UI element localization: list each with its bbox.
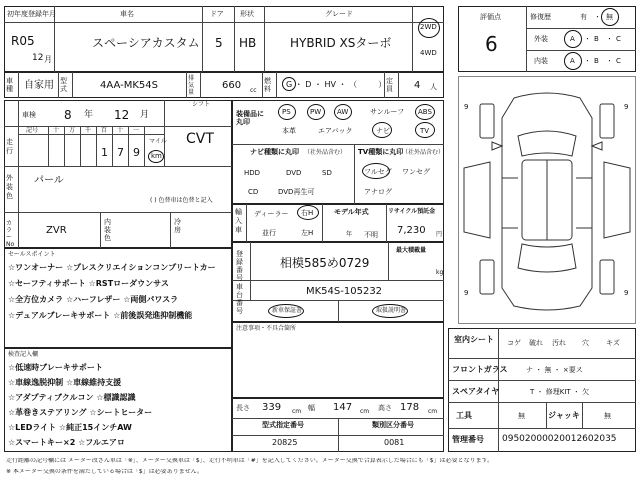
control-value: 09502000020012602035 [502,434,617,444]
notes-label: 注意事項・不具合箇所 [236,325,297,332]
height-value: 178 [400,402,420,413]
nav-sd: SD [322,169,332,177]
nav-cd: CD [248,188,259,196]
interior-label: 内装 [534,57,548,65]
interior-opt: C [616,57,621,65]
sales-line: ☆全方位カメラ ☆ハーフレザー ☆両側パワスラ [8,295,179,304]
drive-4wd: 4WD [420,49,437,57]
door-value: 5 [215,36,223,50]
kind-label: 車種 [6,77,13,93]
displacement-unit: cc [250,87,257,94]
interior-opt: ・ [606,57,613,65]
car-outline-diagram [460,78,634,322]
seat-item: コゲ [507,339,521,347]
nav-hdd: HDD [244,169,261,177]
kind-value: 自家用 [24,80,54,91]
mileage-digit: 9 [133,146,140,159]
tv-fullseg: フルセグ [364,168,392,176]
exterior-opt: B [594,35,599,43]
length-value: 339 [262,402,282,413]
category-label: 類別区分番号 [372,421,414,429]
sales-label: セールスポイント [8,251,56,258]
height-label: 高さ [378,404,392,412]
color-no-label: カラーNo [6,220,15,248]
shift-label: シフト [192,101,211,108]
model-year-unknown: 不明 [364,231,378,239]
width-value: 147 [333,402,353,413]
inspection-notes-label: 検査記入欄 [8,351,39,358]
nav-label: ナビ種類に丸印 [250,148,299,156]
tv-analog: アナログ [364,188,392,196]
plate-label: 登録番号 [236,250,243,282]
fuel-value: G ・ D ・ HV ・ （ ） [286,80,387,89]
capacity-unit: 人 [430,83,437,91]
interior-opt: A [570,57,575,65]
width-label: 幅 [308,404,315,412]
cooling-label: 冷房 [174,218,181,234]
car-name-value: スペーシアカスタム [92,36,200,50]
exterior-label: 外装 [534,35,548,43]
tv-label: TV種類に丸印 [358,148,404,156]
drive-2wd: 2WD [420,23,437,31]
digit-header: 十 [53,127,60,134]
length-label: 長さ [236,404,250,412]
mileage-digit: 7 [117,146,124,159]
grade-value: HYBRID XSターボ [290,36,392,50]
equip-tv: TV [420,127,430,135]
reg-month-unit: 月 [44,55,52,64]
sales-line: ☆ワンオーナー ☆プレスクリエイションコンプリートカー [8,263,216,272]
manual: 取扱説明書 [376,307,407,314]
model-year-label: モデル年式 [334,208,369,216]
equipment-label: 装備品に丸印 [236,110,264,126]
mileage-unit-mile: マイル [149,138,167,145]
displacement-label: 排気量 [188,75,195,96]
category-value: 0081 [384,438,405,447]
nav-dvd: DVD [286,169,302,177]
color-value: パール [34,175,64,186]
inspection-month-unit: 月 [140,110,150,120]
color-no-value: ZVR [46,225,67,236]
digit-header: 一 [133,127,140,134]
seat-item: 穴 [582,339,589,347]
reg-year-label: 初年度登録年月 [7,10,56,18]
seat-mark: 9 [464,289,469,297]
interior-opt: B [594,57,599,65]
digit-header: 千 [85,127,92,134]
spare-tire-value: T ・ 修理KIT ・ 欠 [530,388,590,396]
mileage-label: 走行 [6,138,13,155]
type-cert-label: 型式指定番号 [262,421,304,429]
control-label: 管理番号 [452,435,484,444]
seat-item: 汚れ [552,339,566,347]
max-load-label: 最大積載量 [396,247,427,254]
nav-note: （社外品含む） [304,149,347,156]
import-parallel: 並行 [262,229,276,237]
footer-line: 走行距離の記号欄には メーター改ざん車は「※」、メーター交換車は「$」、走行不明車は「#」を記入してください。メーター交換で合算表示した場合にも「$」は必要となります。 [6,458,494,464]
height-unit: cm [428,408,438,415]
seat-item: 破れ [529,339,543,347]
door-label: ドア [210,10,224,18]
tools-value: 無 [518,412,525,420]
inspection-month: 12 [114,108,130,122]
model-year-unit: 年 [346,231,353,238]
inspection-line: ☆革巻きステアリング ☆シートヒーター [8,408,153,417]
recycle-unit: 円 [436,231,443,238]
mileage-note-label: 記号 [26,127,39,134]
reg-year-value: R05 [11,34,35,48]
digit-header: 万 [69,127,76,134]
nav-dvd-play: DVD再生可 [278,188,315,196]
exterior-opt: C [616,35,621,43]
shape-value: HB [239,36,257,50]
plate-value: 相模585め0729 [280,256,370,270]
repair-label: 修復歴 [530,13,551,21]
reg-month-value: 12 [32,53,44,63]
width-unit: cm [360,408,370,415]
chassis-label: 車台番号 [236,283,243,315]
notes-block [232,322,444,398]
inspection-line: ☆LEDライト ☆純正15インチAW [8,423,132,432]
new-car-warranty: 新車保証書 [272,307,303,314]
type-cert-value: 20825 [272,438,298,447]
tv-oneseg: ワンセグ [402,168,430,176]
displacement-value: 660 [222,80,242,91]
fuel-label: 燃料 [264,77,271,93]
model-value: 4AA-MK54S [100,80,158,91]
recycle-value: 7,230 [397,225,426,236]
equip-ps: PS [282,108,291,116]
inspection-label: 車検 [22,111,36,119]
mileage-digit: 1 [101,146,108,159]
spare-tire-label: スペアタイヤ [452,387,500,396]
seat-mark: 9 [624,289,629,297]
capacity-label: 定員 [386,77,393,93]
import-right-h: 右H [301,209,314,217]
tv-note: （社外品含む） [402,149,445,156]
front-glass-value: ナ ・ 無 ・ ×要ス [526,366,583,374]
equip-leather: 本革 [282,127,296,135]
shape-label: 形状 [240,10,254,18]
digit-header: 百 [101,127,108,134]
equip-airbag: エアバック [318,127,353,135]
equip-aw: AW [337,108,349,116]
repair-opt: ・ [594,13,601,21]
color-note: ( ) 色替車は色替と記入 [150,197,213,204]
max-load-unit: kg [436,269,444,276]
import-dealer: ディーラー [254,210,289,218]
equip-abs: ABS [418,108,432,116]
inspection-line: ☆アダプティブクルコン ☆標識認識 [8,393,136,402]
color-label: 外装色 [6,174,13,200]
sales-line: ☆デュアルブレーキサポート ☆前後誤発進抑制機能 [8,311,193,320]
equip-pw: PW [310,108,322,116]
car-name-label: 車名 [120,10,134,18]
seat-mark: 9 [624,103,629,111]
sales-line: ☆セーフティサポート ☆RSTローダウンサス [8,279,169,288]
equip-sunroof: サンルーフ [370,108,405,116]
jack-label: ジャッキ [548,411,580,420]
inspection-year-unit: 年 [84,110,94,120]
score-label: 評価点 [480,13,501,21]
left-block [4,100,232,248]
jack-value: 無 [604,412,611,420]
digit-header: 十 [117,127,124,134]
inspection-line: ☆車線逸脱抑制 ☆車線維持支援 [8,378,122,387]
chassis-value: MK54S-105232 [306,286,383,297]
model-label: 型式 [60,77,67,93]
exterior-opt: ・ [606,35,613,43]
inspection-line: ☆スマートキー×2 ☆フルエアロ [8,438,125,447]
shift-value: CVT [186,131,214,147]
inspection-year: 8 [64,108,72,122]
exterior-opt: A [570,35,575,43]
grade-label: グレード [325,10,353,18]
equip-navi: ナビ [376,127,390,135]
exterior-opt: ・ [584,35,591,43]
recycle-label: リサイクル預託金 [388,208,436,215]
mileage-unit-km: km [151,152,162,160]
interior-seat-label: 室内シート [454,335,494,344]
score-value: 6 [485,32,498,56]
front-glass-label: フロントガラス [452,365,508,374]
seat-item: キズ [606,339,620,347]
interior-color-label: 内装色 [104,218,111,242]
capacity-value: 4 [414,80,421,91]
tools-label: 工具 [456,411,472,420]
repair-opt: 無 [606,13,613,21]
length-unit: cm [292,408,302,415]
footer-line: ※ 本メーター交換の条件を満たしている場合は「$」は必要ありません。 [6,469,204,475]
import-left-h: 左H [301,229,314,237]
interior-opt: ・ [584,57,591,65]
import-label: 輸入車 [235,208,242,234]
inspection-line: ☆低速時ブレーキサポート [8,363,103,372]
repair-opt: 有 [580,13,587,21]
seat-mark: 9 [464,103,469,111]
